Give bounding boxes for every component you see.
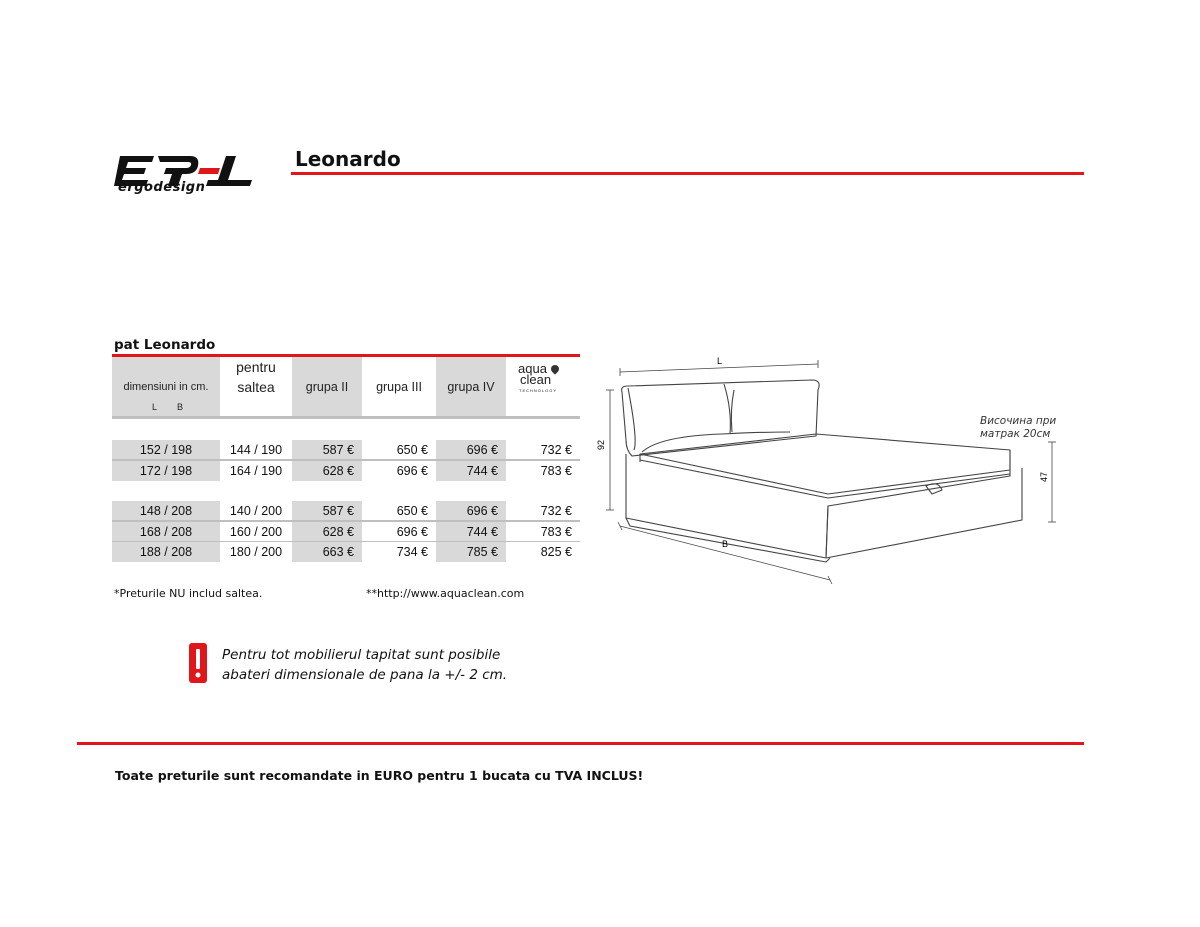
cell-mattress: 164 / 190 xyxy=(229,464,283,478)
cell-dimensions: 188 / 208 xyxy=(112,542,220,562)
aquaclean-logo-line1: aqua xyxy=(518,361,547,376)
table-row xyxy=(112,440,580,460)
cell-mattress: 144 / 190 xyxy=(229,443,283,457)
header-group4 xyxy=(436,357,506,417)
cell-dimensions: 152 / 198 xyxy=(112,440,220,460)
cell-aquaclean: 783 € xyxy=(540,525,572,539)
header-mattress-line2: saltea xyxy=(237,379,275,395)
header-aquaclean xyxy=(506,357,580,417)
logo-wordmark: ergodesign xyxy=(118,180,206,195)
header-bottom-rule xyxy=(112,416,580,419)
title-divider xyxy=(291,172,1084,175)
dimension-label-total-height: 92 xyxy=(596,439,606,450)
header-dim-b: B xyxy=(177,402,184,412)
height-note-line1: Височина при xyxy=(980,415,1057,427)
cell-group3: 734 € xyxy=(396,545,428,559)
aquaclean-logo-line3: TECHNOLOGY xyxy=(519,388,558,393)
cell-group4: 785 € xyxy=(436,542,506,562)
bed-technical-drawing xyxy=(590,350,1070,590)
header-group3-label: grupa III xyxy=(376,380,422,394)
cell-group4: 696 € xyxy=(436,501,506,521)
cell-group3: 650 € xyxy=(396,504,428,518)
footnote-aquaclean-url: **http://www.aquaclean.com xyxy=(366,587,525,600)
warning-text xyxy=(222,645,507,685)
warning-line2: abateri dimensionale de pana la +/- 2 cm. xyxy=(222,667,508,683)
table-row xyxy=(112,461,580,481)
cell-group3: 696 € xyxy=(396,464,428,478)
footnote-mattress: *Preturile NU includ saltea. xyxy=(114,587,263,600)
table-row xyxy=(112,522,580,542)
warning-icon xyxy=(188,642,208,684)
section-title: pat Leonardo xyxy=(114,337,216,353)
header-mattress xyxy=(220,357,292,417)
page-title: Leonardo xyxy=(295,147,401,171)
header-mattress-line1: pentru xyxy=(236,359,276,375)
cell-group3: 650 € xyxy=(396,443,428,457)
cell-mattress: 160 / 200 xyxy=(229,525,283,539)
cell-group2: 628 € xyxy=(292,522,362,542)
cell-group4: 744 € xyxy=(436,461,506,481)
cell-group4: 696 € xyxy=(436,440,506,460)
header-group2 xyxy=(292,357,362,417)
cell-dimensions: 168 / 208 xyxy=(112,522,220,542)
height-note-line2: матрак 20см xyxy=(980,428,1051,440)
cell-aquaclean: 732 € xyxy=(540,504,572,518)
header-dimensions-label: dimensiuni in cm. xyxy=(123,381,209,393)
height-note xyxy=(980,415,1056,441)
cell-aquaclean: 732 € xyxy=(540,443,572,457)
cell-group3: 696 € xyxy=(396,525,428,539)
warning-line1: Pentru tot mobilierul tapitat sunt posibile xyxy=(222,647,501,663)
header-group4-label: grupa IV xyxy=(447,380,495,394)
table-row xyxy=(112,501,580,521)
footer-divider xyxy=(77,742,1084,745)
aquaclean-drop-icon xyxy=(549,363,560,374)
cell-dimensions: 172 / 198 xyxy=(112,461,220,481)
table-row xyxy=(112,542,580,562)
cell-mattress: 180 / 200 xyxy=(229,545,283,559)
dimension-label-l: L xyxy=(717,356,723,366)
header-dim-l: L xyxy=(152,402,158,412)
dimension-label-base-height: 47 xyxy=(1039,471,1049,482)
header-dimensions xyxy=(112,357,220,417)
dimension-label-b: B xyxy=(722,539,729,549)
cell-group2: 628 € xyxy=(292,461,362,481)
cell-group2: 587 € xyxy=(292,501,362,521)
cell-aquaclean: 783 € xyxy=(540,464,572,478)
cell-aquaclean: 825 € xyxy=(540,545,572,559)
cell-group2: 587 € xyxy=(292,440,362,460)
cell-mattress: 140 / 200 xyxy=(229,504,283,518)
header-group2-label: grupa II xyxy=(305,380,349,394)
header-group3 xyxy=(362,357,436,417)
cell-group2: 663 € xyxy=(292,542,362,562)
aquaclean-logo-line2: clean xyxy=(520,372,552,387)
price-note: Toate preturile sunt recomandate in EURO pentru 1 bucata cu TVA INCLUS! xyxy=(115,768,644,783)
cell-dimensions: 148 / 208 xyxy=(112,501,220,521)
cell-group4: 744 € xyxy=(436,522,506,542)
